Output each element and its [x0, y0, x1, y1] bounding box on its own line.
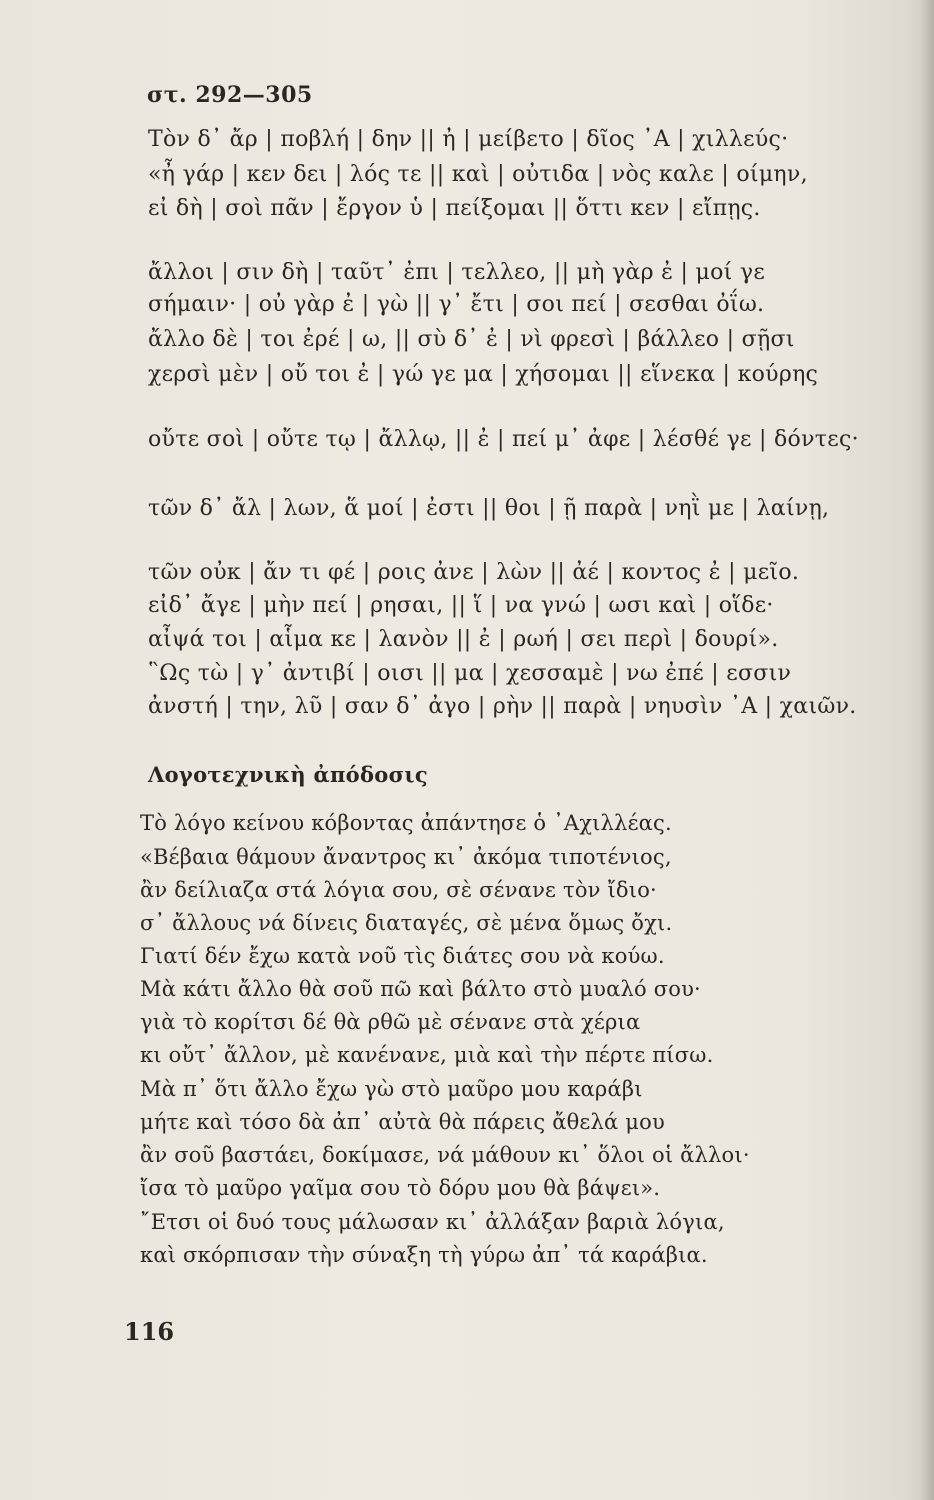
translation-line: ῎Ετσι οἱ δυό τους μάλωσαν κι᾽ ἀλλάξαν βαριὰ λόγια, — [140, 1210, 725, 1234]
section-title: Λογοτεχνικὴ ἀπόδοσις — [148, 762, 428, 787]
translation-line: «Βέβαια θάμουν ἄναντρος κι᾽ ἀκόμα τιποτένιος, — [140, 845, 672, 869]
verse-line: Τὸν δ᾽ ἄρ | ποβλή | δην || ἠ | μείβετο | δῖος ᾽Α | χιλλεύς· — [148, 127, 789, 152]
verse-line: ἀνστή | την, λῦ | σαν δ᾽ ἀγο | ρὴν || παρὰ | νηυσὶν ᾽Α | χαιῶν. — [148, 694, 857, 719]
verse-line: ἄλλο δὲ | τοι ἐρέ | ω, || σὺ δ᾽ ἐ | νὶ φρεσὶ | βάλλεο | σῇσι — [148, 327, 795, 352]
translation-line: καὶ σκόρπισαν τὴν σύναξη τὴ γύρω ἀπ᾽ τά καράβια. — [140, 1243, 708, 1267]
verse-line: σήμαιν· | οὐ γὰρ ἐ | γὼ || γ᾽ ἔτι | σοι πεί | σεσθαι ὀΐω. — [148, 292, 765, 317]
verse-line: οὔτε σοὶ | οὔτε τῳ | ἄλλῳ, || ἐ | πεί μ᾽ ἀφε | λέσθέ γε | δόντες· — [148, 427, 859, 452]
verse-line: αἶψά τοι | αἷμα κε | λανὸν || ἐ | ρωή | σει περὶ | δουρί». — [148, 627, 779, 652]
translation-line: κι οὔτ᾽ ἄλλον, μὲ κανένανε, μιὰ καὶ τὴν πέρτε πίσω. — [140, 1043, 714, 1067]
translation-line: Γιατί δέν ἔχω κατὰ νοῦ τὶς διάτες σου νὰ κούω. — [140, 944, 665, 968]
translation-line: μήτε καὶ τόσο δὰ ἀπ᾽ αὐτὰ θὰ πάρεις ἄθελά μου — [140, 1110, 665, 1134]
verse-line: ἄλλοι | σιν δὴ | ταῦτ᾽ ἐπι | τελλεο, || μὴ γὰρ ἐ | μοί γε — [148, 260, 766, 285]
translation-line: ἂν δείλιαζα στά λόγια σου, σὲ σένανε τὸν ἴδιο· — [140, 878, 657, 902]
translation-line: Μὰ π᾽ ὅτι ἄλλο ἔχω γὼ στὸ μαῦρο μου καράβι — [140, 1077, 643, 1101]
verse-line: χερσὶ μὲν | οὔ τοι ἐ | γώ γε μα | χήσομαι || εἵνεκα | κούρης — [148, 362, 819, 387]
verse-line: τῶν δ᾽ ἄλ | λων, ἅ μοί | ἐστι || θοι | ῇ παρὰ | νηῒ με | λαίνῃ, — [148, 496, 830, 521]
translation-line: σ᾽ ἄλλους νά δίνεις διαταγές, σὲ μένα ὅμως ὄχι. — [140, 911, 673, 935]
verse-line: εἰδ᾽ ἄγε | μὴν πεί | ρησαι, || ἵ | να γνώ | ωσι καὶ | οἵδε· — [148, 593, 774, 618]
translation-line: Μὰ κάτι ἄλλο θὰ σοῦ πῶ καὶ βάλτο στὸ μυαλό σου· — [140, 977, 701, 1001]
translation-line: ἂν σοῦ βαστάει, δοκίμασε, νά μάθουν κι᾽ ὅλοι οἱ ἄλλοι· — [140, 1143, 750, 1167]
verse-line: τῶν οὐκ | ἄν τι φέ | ροις ἀνε | λὼν || ἀέ | κοντος ἐ | μεῖο. — [148, 560, 800, 585]
verse-line: «ἦ γάρ | κεν δει | λός τε || καὶ | οὐτιδα | νὸς καλε | οίμην, — [148, 162, 808, 187]
translation-line: γιὰ τὸ κορίτσι δέ θὰ ρθῶ μὲ σένανε στὰ χέρια — [140, 1010, 641, 1034]
page-number: 116 — [124, 1317, 175, 1346]
verse-line: ῝Ως τὼ | γ᾽ ἀντιβί | οισι || μα | χεσσαμὲ | νω ἐπέ | εσσιν — [148, 661, 792, 686]
page-edge-shadow — [920, 0, 934, 1500]
translation-line: ἴσα τὸ μαῦρο γαῖμα σου τὸ δόρυ μου θὰ βάψει». — [140, 1176, 661, 1200]
verse-line: εἰ δὴ | σοὶ πᾶν | ἔργον ὑ | πείξομαι || ὅττι κεν | εἴπῃς. — [148, 196, 761, 221]
translation-line: Τὸ λόγο κείνου κόβοντας ἀπάντησε ὁ ᾽Αχιλλέας. — [140, 811, 672, 835]
verse-range-heading: στ. 292—305 — [147, 82, 313, 108]
